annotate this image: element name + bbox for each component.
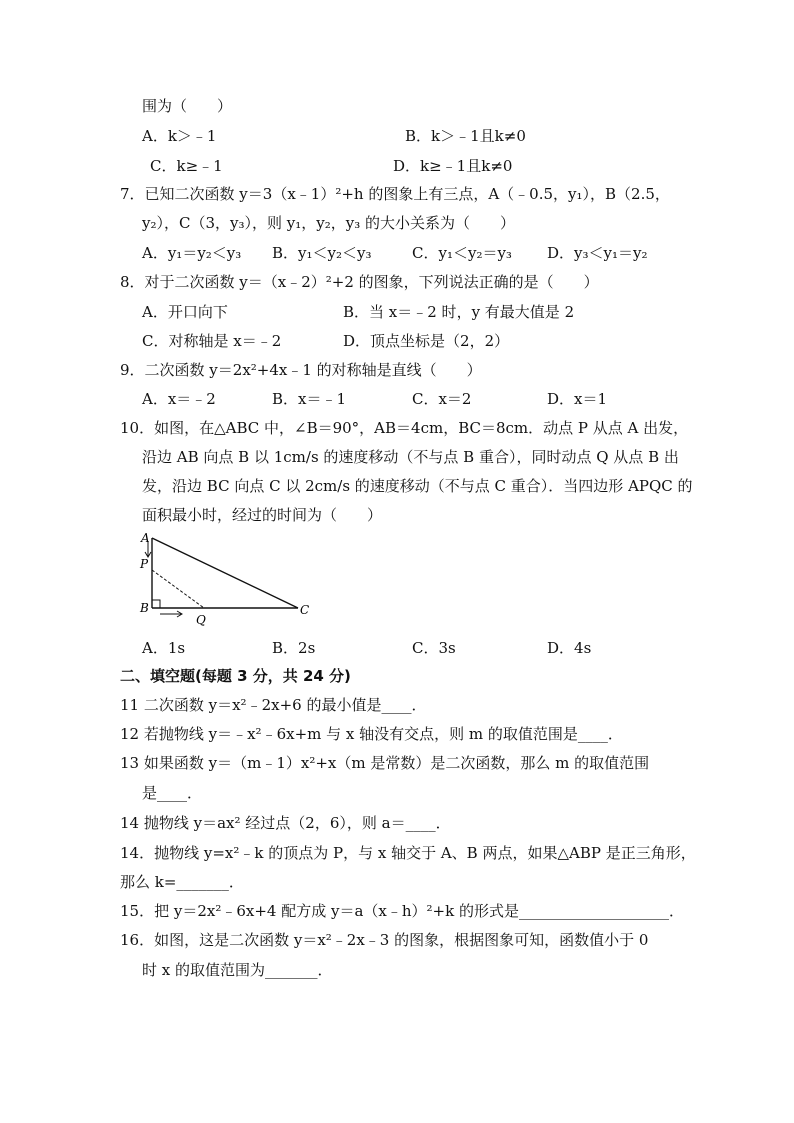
q15-line: 15．把 y＝2x²﹣6x+4 配方成 y＝a（x﹣h）²+k 的形式是____________________． (120, 902, 684, 920)
triangle-figure (138, 528, 318, 628)
q10-option-b: B．2s (272, 639, 316, 657)
q7-option-c: C．y₁＜y₂＝y₃ (412, 244, 512, 262)
q13-line-2: 是____． (142, 784, 203, 802)
q9-option-d: D．x＝1 (547, 390, 608, 408)
q9-option-b: B．x＝﹣1 (272, 390, 347, 408)
q8-option-d: D．顶点坐标是（2，2） (343, 332, 510, 350)
q7-option-d: D．y₃＜y₁＝y₂ (547, 244, 648, 262)
q6-option-c: C．k≥﹣1 (150, 157, 223, 175)
q8-option-a: A．开口向下 (142, 303, 228, 321)
side-ac (152, 538, 298, 608)
q6-stem-tail: 围为（ ） (142, 97, 233, 115)
q8-option-c: C．对称轴是 x＝﹣2 (142, 332, 282, 350)
q8-option-b: B．当 x＝﹣2 时，y 有最大值是 2 (343, 303, 575, 321)
q13-line-1: 13 如果函数 y＝（m﹣1）x²+x（m 是常数）是二次函数，那么 m 的取值范围 (120, 754, 650, 772)
q10-line-3: 发，沿边 BC 向点 C 以 2cm/s 的速度移动（不与点 C 重合）．当四边形 APQC 的 (142, 477, 693, 495)
q16-line-1: 16．如图，这是二次函数 y＝x²﹣2x﹣3 的图象，根据图象可知，函数值小于 0 (120, 931, 649, 949)
q7-line-2: y₂），C（3，y₃），则 y₁，y₂，y₃ 的大小关系为（ ） (142, 214, 515, 232)
q10-option-d: D．4s (547, 639, 592, 657)
q6-option-b: B．k＞﹣1且k≠0 (405, 127, 526, 145)
q14b-line-2: 那么 k=_______． (120, 873, 244, 891)
q6-option-a: A．k＞﹣1 (142, 127, 217, 145)
q14a-line: 14 抛物线 y＝ax² 经过点（2，6），则 a＝____． (120, 814, 451, 832)
q6-option-d: D．k≥﹣1且k≠0 (393, 157, 513, 175)
q11-line: 11 二次函数 y＝x²﹣2x+6 的最小值是____． (120, 696, 427, 714)
q7-option-b: B．y₁＜y₂＜y₃ (272, 244, 372, 262)
q8-line-1: 8．对于二次函数 y＝（x﹣2）²+2 的图象，下列说法正确的是（ ） (120, 273, 599, 291)
label-a: A (141, 531, 150, 545)
q10-option-a: A．1s (142, 639, 186, 657)
q14b-line-1: 14．抛物线 y=x²﹣k 的顶点为 P，与 x 轴交于 A、B 两点，如果△ABP 是正三角形， (120, 844, 696, 862)
q10-line-4: 面积最小时，经过的时间为（ ） (142, 506, 383, 524)
label-b: B (140, 601, 149, 615)
q12-line: 12 若抛物线 y＝﹣x²﹣6x+m 与 x 轴没有交点，则 m 的取值范围是____． (120, 725, 623, 743)
label-q: Q (196, 613, 206, 627)
section-2-title: 二、填空题(每题 3 分，共 24 分) (120, 667, 351, 685)
label-p: P (140, 557, 149, 571)
label-c: C (300, 603, 310, 617)
q9-line-1: 9．二次函数 y＝2x²+4x﹣1 的对称轴是直线（ ） (120, 361, 482, 379)
q10-line-1: 10．如图，在△ABC 中，∠B＝90°，AB＝4cm，BC＝8cm．动点 P 从点 A 出发， (120, 419, 689, 437)
q9-option-a: A．x＝﹣2 (142, 390, 216, 408)
q7-line-1: 7．已知二次函数 y＝3（x﹣1）²+h 的图象上有三点，A（﹣0.5，y₁），B（2.5， (120, 185, 670, 203)
q10-line-2: 沿边 AB 向点 B 以 1cm/s 的速度移动（不与点 B 重合），同时动点 Q 从点 B 出 (142, 448, 679, 466)
q10-option-c: C．3s (412, 639, 456, 657)
q16-line-2: 时 x 的取值范围为_______． (142, 961, 333, 979)
q7-option-a: A．y₁＝y₂＜y₃ (142, 244, 242, 262)
q9-option-c: C．x＝2 (412, 390, 472, 408)
right-angle-mark (152, 600, 160, 608)
